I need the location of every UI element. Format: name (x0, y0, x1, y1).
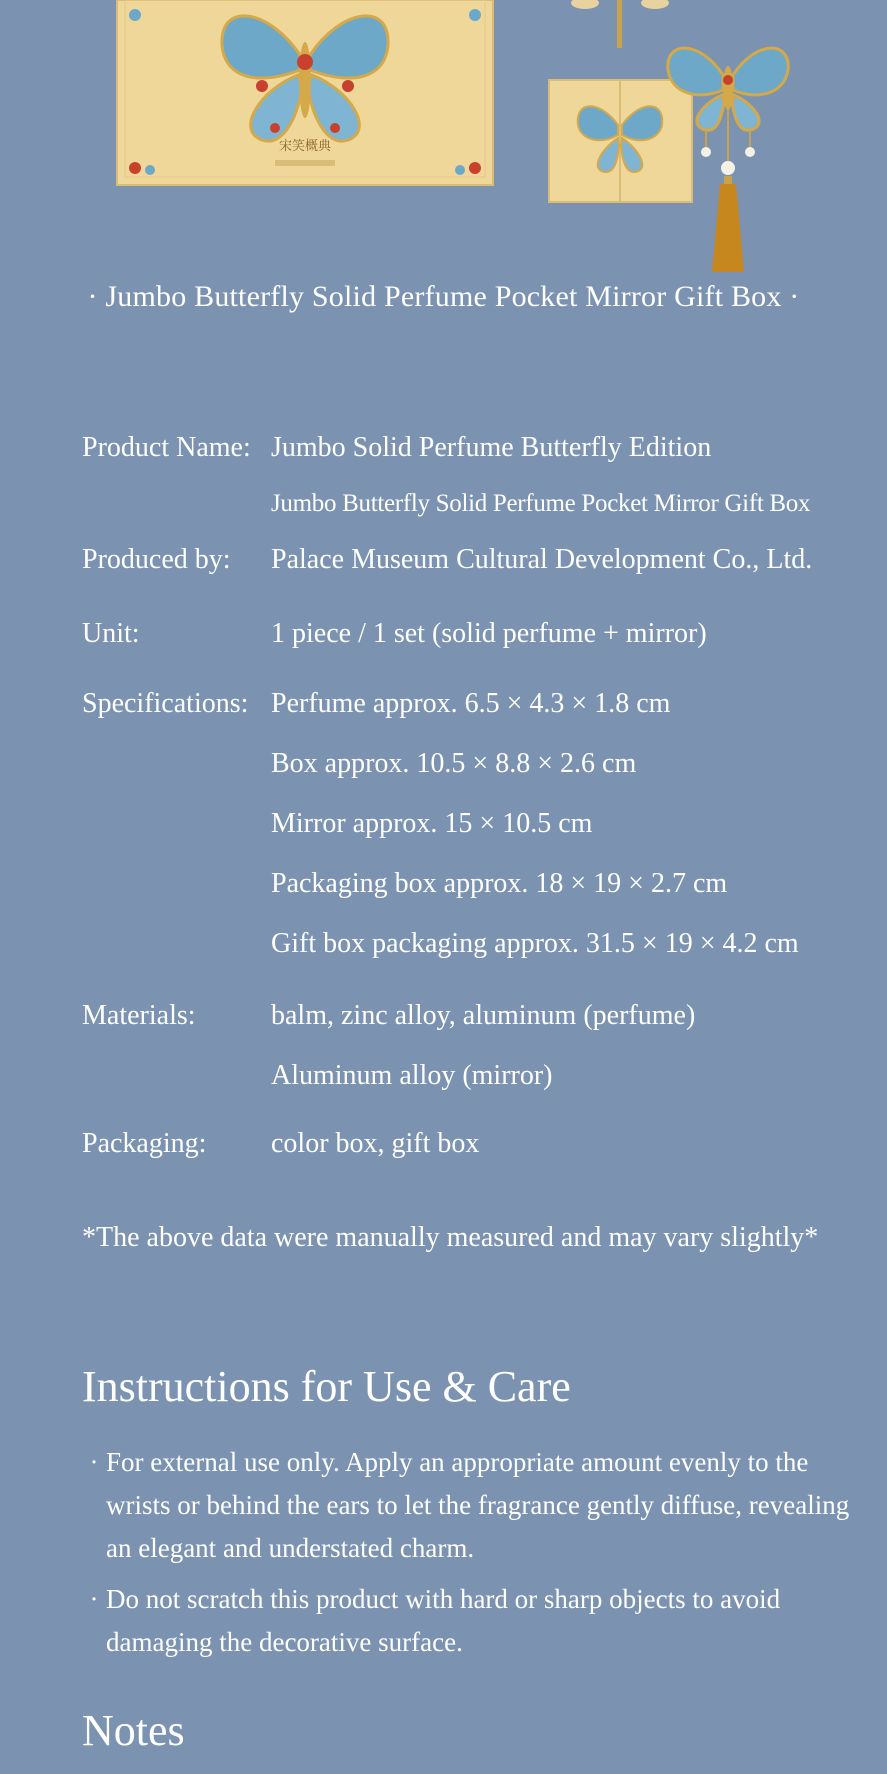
spec-row-produced-by (82, 544, 872, 576)
spec-value: Perfume approx. 6.5 × 4.3 × 1.8 cm (271, 688, 671, 719)
spec-value: 1 piece / 1 set (solid perfume + mirror) (271, 618, 707, 649)
instructions-heading: Instructions for Use & Care (82, 1362, 571, 1411)
list-item (82, 1578, 872, 1664)
spec-value: Jumbo Butterfly Solid Perfume Pocket Mirror Gift Box (271, 490, 811, 517)
spec-label: Produced by: (82, 544, 231, 575)
spec-value: balm, zinc alloy, aluminum (perfume) (271, 1000, 696, 1031)
spec-value: Packaging box approx. 18 × 19 × 2.7 cm (271, 868, 728, 899)
spec-value: Mirror approx. 15 × 10.5 cm (271, 808, 593, 839)
spec-label: Packaging: (82, 1128, 207, 1159)
product-illustration (0, 0, 887, 280)
spec-row-packaging (82, 1128, 872, 1160)
bullet-icon: · (89, 1447, 99, 1477)
spec-value: color box, gift box (271, 1128, 480, 1159)
spec-row-unit (82, 618, 872, 650)
spec-row-materials (82, 1000, 872, 1092)
spec-value: Palace Museum Cultural Development Co., Ltd. (271, 544, 813, 575)
bullet-icon: · (89, 1584, 99, 1614)
spec-label: Product Name: (82, 432, 251, 463)
spec-row-specifications (82, 688, 872, 960)
spec-value: Aluminum alloy (mirror) (271, 1060, 553, 1091)
spec-row-product-name (82, 432, 872, 520)
product-image (0, 0, 887, 280)
instruction-text: Do not scratch this product with hard or sharp objects to avoid damaging the decorative surface. (106, 1584, 781, 1657)
instructions-list (82, 1441, 872, 1672)
spec-label: Specifications: (82, 688, 249, 719)
spec-value: Gift box packaging approx. 31.5 × 19 × 4.2 cm (271, 928, 799, 959)
list-item (82, 1441, 872, 1570)
spec-value: Box approx. 10.5 × 8.8 × 2.6 cm (271, 748, 637, 779)
spec-label: Unit: (82, 618, 140, 649)
spec-label: Materials: (82, 1000, 196, 1031)
spec-value: Jumbo Solid Perfume Butterfly Edition (271, 432, 712, 463)
spec-table (82, 432, 872, 1160)
measurement-note: *The above data were manually measured and may vary slightly* (82, 1222, 819, 1253)
box-brand-text: 宋笑概典 (278, 139, 332, 154)
notes-heading: Notes (82, 1706, 185, 1755)
tassel (712, 184, 744, 272)
instruction-text: For external use only. Apply an appropriate amount evenly to the wrists or behind the ears to let the fragrance gently diffuse, revealing an elegant and understated charm. (106, 1447, 850, 1563)
product-title: · Jumbo Butterfly Solid Perfume Pocket Mirror Gift Box · (87, 280, 800, 313)
